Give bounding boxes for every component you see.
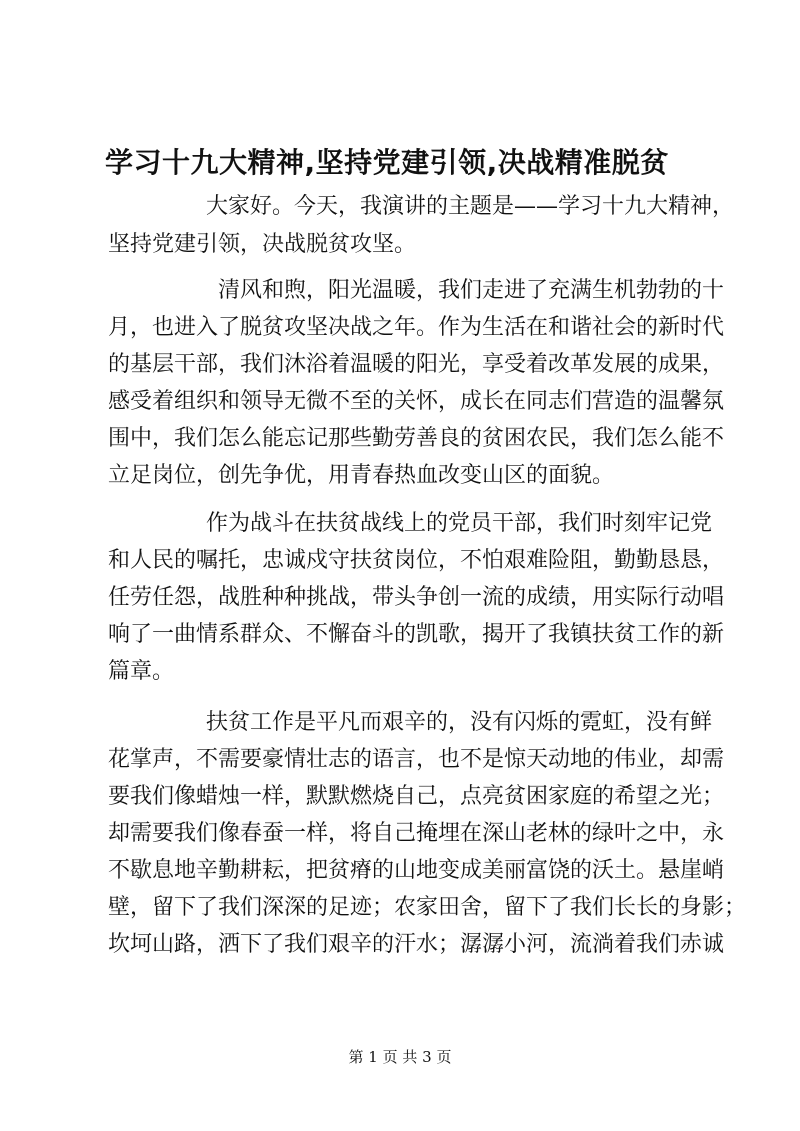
paragraph-line: 作为战斗在扶贫战线上的党员干部，我们时刻牢记党 [206, 511, 713, 536]
paragraph-line: 扶贫工作是平凡而艰辛的，没有闪烁的霓虹，没有鲜 [206, 710, 713, 735]
paragraph-line: 却需要我们像春蚕一样，将自己掩埋在深山老林的绿叶之中，永 [108, 821, 725, 846]
paragraph-line: 坚持党建引领，决战脱贫攻坚。 [108, 232, 417, 257]
paragraph-line: 壁，留下了我们深深的足迹；农家田舍，留下了我们长长的身影； [108, 895, 747, 920]
paragraph-line: 花掌声，不需要豪情壮志的语言，也不是惊天动地的伟业，却需 [108, 747, 725, 772]
paragraph-line: 响了一曲情系群众、不懈奋斗的凯歌，揭开了我镇扶贫工作的新 [108, 622, 725, 647]
paragraph-line: 任劳任怨，战胜种种挑战，带头争创一流的成绩，用实际行动唱 [108, 585, 725, 610]
paragraph-line: 围中，我们怎么能忘记那些勤劳善良的贫困农民，我们怎么能不 [108, 426, 725, 451]
paragraph-line: 的基层干部，我们沐浴着温暖的阳光，享受着改革发展的成果， [108, 352, 725, 377]
paragraph-line: 不歇息地辛勤耕耘，把贫瘠的山地变成美丽富饶的沃土。悬崖峭 [108, 858, 725, 883]
paragraph-line: 要我们像蜡烛一样，默默燃烧自己，点亮贫困家庭的希望之光； [108, 784, 725, 809]
paragraph-line: 立足岗位，创先争优，用青春热血改变山区的面貌。 [108, 463, 615, 488]
paragraph-line: 篇章。 [108, 659, 175, 684]
paragraph-line: 月，也进入了脱贫攻坚决战之年。作为生活在和谐社会的新时代 [108, 315, 725, 340]
paragraph-line: 大家好。今天，我演讲的主题是——学习十九大精神， [206, 194, 735, 219]
page-footer: 第 1 页 共 3 页 [348, 1048, 452, 1066]
document-title: 学习十九大精神,坚持党建引领,决战精准脱贫 [105, 146, 669, 179]
paragraph-line: 和人民的嘱托，忠诚戍守扶贫岗位，不怕艰难险阻，勤勤恳恳， [108, 548, 725, 573]
paragraph-line: 坎坷山路，洒下了我们艰辛的汗水；潺潺小河，流淌着我们赤诚 [108, 932, 725, 957]
paragraph-line: 感受着组织和领导无微不至的关怀，成长在同志们营造的温馨氛 [108, 389, 725, 414]
paragraph-line: 清风和煦，阳光温暖，我们走进了充满生机勃勃的十 [218, 278, 725, 303]
